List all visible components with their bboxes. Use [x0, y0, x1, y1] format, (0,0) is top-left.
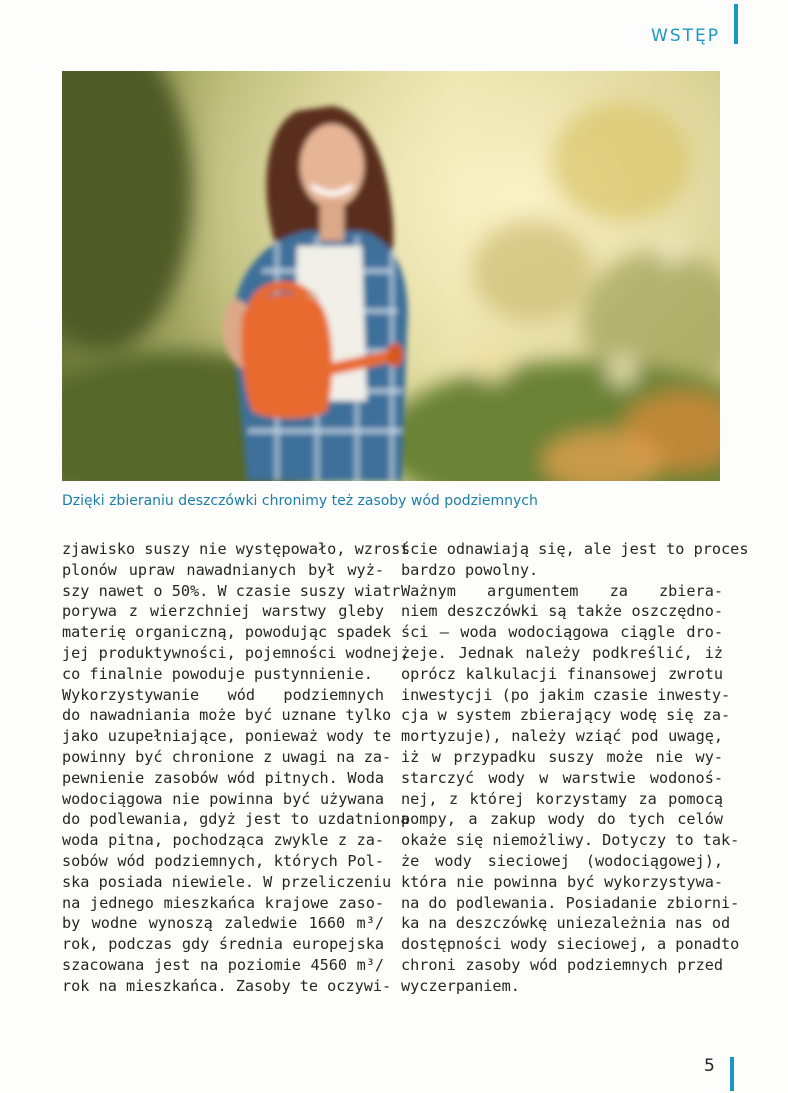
page-accent-bar: [730, 1057, 734, 1091]
text-line: ści – woda wodociągowa ciągle dro-: [401, 623, 723, 642]
text-line: materię organiczną, powodując spadek: [62, 623, 392, 642]
text-line: która nie powinna być wykorzystywa-: [401, 872, 723, 891]
text-line: ka na deszczówkę uniezależnia nas od: [401, 914, 731, 933]
text-line: woda pitna, pochodząca zwykle z za-: [62, 831, 384, 850]
text-line: ska posiada niewiele. W przeliczeniu: [62, 872, 392, 891]
text-line: że wody sieciowej (wodociągowej),: [401, 851, 723, 870]
text-line: plonów upraw nawadnianych był wyż-: [62, 560, 384, 579]
text-line: by wodne wynoszą zaledwie 1660 m³/: [62, 914, 384, 933]
text-line: wyczerpaniem.: [401, 976, 520, 995]
text-line: Ważnym argumentem za zbiera-: [401, 581, 723, 600]
text-line: szacowana jest na poziomie 4560 m³/: [62, 955, 384, 974]
woman-watering-plants-photo: [62, 71, 720, 481]
text-line: dostępności wody sieciowej, a ponadto: [401, 935, 740, 954]
photo-caption: Dzięki zbieraniu deszczówki chronimy też zasoby wód podziemnych: [62, 493, 538, 509]
text-line: mortyzuje), należy wziąć pod uwagę,: [401, 727, 723, 746]
text-line: iż w przypadku suszy może nie wy-: [401, 747, 723, 766]
section-label: WSTĘP: [651, 26, 720, 46]
text-line: do nawadniania może być uznane tylko: [62, 706, 392, 725]
text-line: do podlewania, gdyż jest to uzdatniona: [62, 810, 410, 829]
text-line: bardzo powolny.: [401, 560, 539, 579]
text-line: starczyć wody w warstwie wodonoś-: [401, 768, 723, 787]
text-line: co finalnie powoduje pustynnienie.: [62, 664, 373, 683]
text-line: porywa z wierzchniej warstwy gleby: [62, 602, 384, 621]
text-line: zjawisko suszy nie występowało, wzrost: [62, 540, 410, 558]
text-line: żeje. Jednak należy podkreślić, iż: [401, 643, 723, 662]
text-line: chroni zasoby wód podziemnych przed: [401, 955, 723, 974]
page-number: 5: [704, 1056, 715, 1076]
text-line: rok na mieszkańca. Zasoby te oczywi-: [62, 976, 392, 995]
text-line: cja w system zbierający wodę się za-: [401, 706, 731, 725]
text-line: nej, z której korzystamy za pomocą: [401, 789, 723, 808]
text-line: okaże się niemożliwy. Dotyczy to tak-: [401, 831, 740, 850]
text-line: ście odnawiają się, ale jest to proces: [401, 540, 749, 558]
text-line: pompy, a zakup wody do tych celów: [401, 810, 723, 829]
text-line: powinny być chronione z uwagi na za-: [62, 747, 392, 766]
text-line: na do podlewania. Posiadanie zbiorni-: [401, 893, 740, 912]
text-line: sobów wód podziemnych, których Pol-: [62, 851, 384, 870]
text-line: inwestycji (po jakim czasie inwesty-: [401, 685, 731, 704]
text-line: rok, podczas gdy średnia europejska: [62, 935, 384, 954]
text-line: jako uzupełniające, ponieważ wody te: [62, 727, 392, 746]
section-accent-bar: [734, 4, 738, 44]
right-text-column: [401, 539, 749, 997]
text-line: jej produktywności, pojemności wodnej,: [62, 643, 410, 662]
left-text-column: [62, 539, 410, 997]
text-line: szy nawet o 50%. W czasie suszy wiatr: [62, 581, 401, 600]
text-line: pewnienie zasobów wód pitnych. Woda: [62, 768, 384, 787]
text-line: Wykorzystywanie wód podziemnych: [62, 685, 384, 704]
text-line: na jednego mieszkańca krajowe zaso-: [62, 893, 384, 912]
text-line: oprócz kalkulacji finansowej zwrotu: [401, 664, 723, 683]
text-line: niem deszczówki są także oszczędno-: [401, 602, 723, 621]
text-line: wodociągowa nie powinna być używana: [62, 789, 384, 808]
